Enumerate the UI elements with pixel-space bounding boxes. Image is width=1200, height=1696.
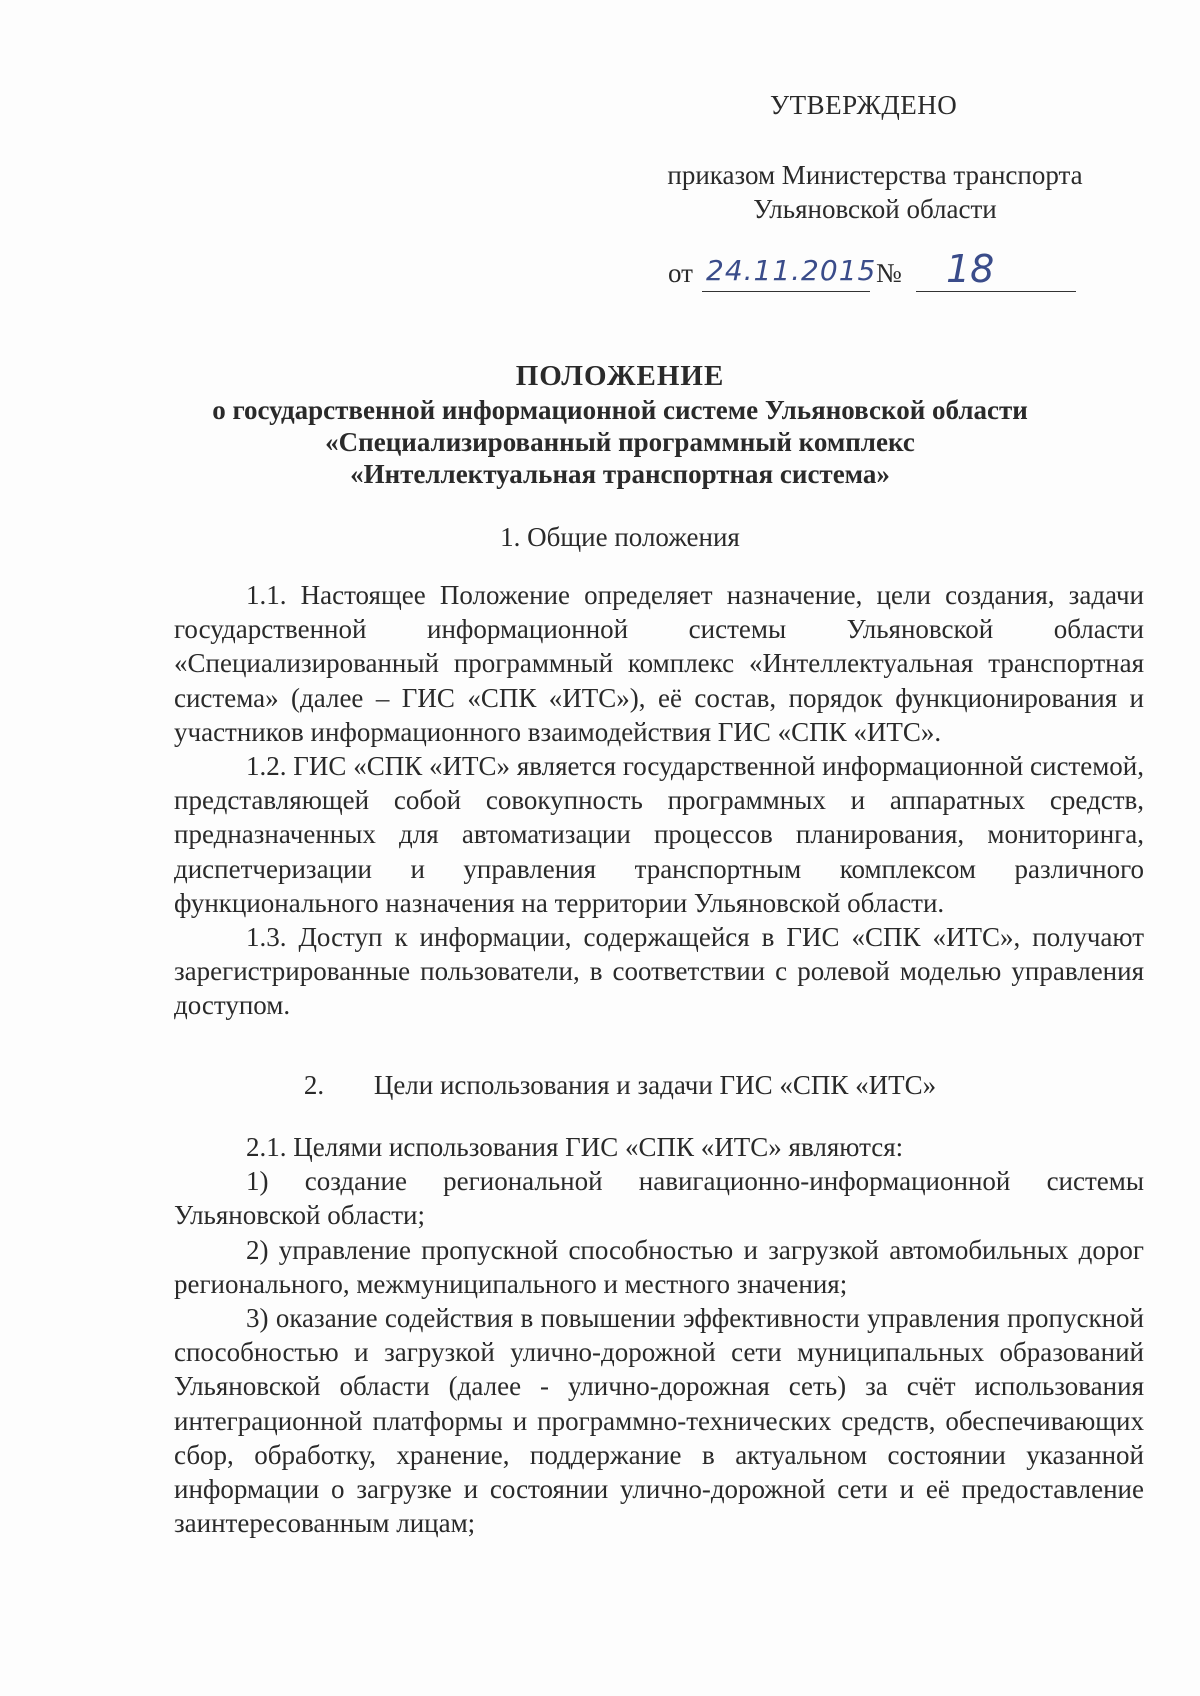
order-date-number-line	[668, 247, 1088, 294]
approved-stamp-text: УТВЕРЖДЕНО	[770, 90, 958, 120]
list-item-2: 2) управление пропускной способностью и загрузкой автомобильных дорог регионального, межмуниципального и местного значения;	[174, 1234, 1144, 1299]
date-prefix: от	[668, 258, 693, 288]
number-field	[916, 247, 1076, 292]
section-2-heading	[150, 1070, 1090, 1101]
paragraph-1-2: 1.2. ГИС «СПК «ИТС» является государственной информационной системой, представляющей собой совокупность программных и аппаратных средств, предназначенных для автоматизации процессов планирования, мониторинга, диспетчеризации и управления транспортным комплексом различного функционального назначения на территории Ульяновской области.	[174, 751, 1144, 918]
section-1-body	[174, 578, 1144, 1023]
order-line-2: Ульяновской области	[753, 194, 997, 224]
list-item-1: 1) создание региональной навигационно-информационной системы Ульяновской области;	[174, 1166, 1144, 1231]
section-2-title: Цели использования и задачи ГИС «СПК «ИТС»	[373, 1070, 937, 1100]
order-reference	[640, 158, 1110, 226]
document-title	[150, 358, 1090, 490]
title-line-2: «Специализированный программный комплекс	[325, 427, 915, 457]
title-line-3: «Интеллектуальная транспортная система»	[350, 459, 890, 489]
order-line-1: приказом Министерства транспорта	[667, 160, 1083, 190]
list-item-3: 3) оказание содействия в повышении эффективности управления пропускной способностью и загрузкой улично-дорожной сети муниципальных образований Ульяновской области (далее - улично-дорожная сеть) за счёт использования интеграционной платформы и программно-технических средств, обеспечивающих сбор, обработку, хранение, поддержание в актуальном состоянии указанной информации о загрузке и состоянии улично-дорожной сети и её предоставление заинтересованным лицам;	[174, 1303, 1144, 1539]
section-2-number: 2.	[303, 1070, 325, 1100]
section-1-heading: 1. Общие положения	[500, 522, 740, 552]
paragraph-2-1: 2.1. Целями использования ГИС «СПК «ИТС» являются:	[246, 1132, 904, 1162]
handwritten-number: 18	[946, 247, 995, 291]
title-line-1: о государственной информационной системе Ульяновской области	[212, 395, 1028, 425]
handwritten-date: 24.11.2015	[706, 254, 877, 287]
title-main: ПОЛОЖЕНИЕ	[515, 360, 725, 392]
number-prefix: №	[876, 258, 902, 288]
paragraph-1-1: 1.1. Настоящее Положение определяет назначение, цели создания, задачи государственной информационной системы Ульяновской области «Специализированный программный комплекс «Интеллектуальная транспортная система» (далее – ГИС «СПК «ИТС»), её состав, порядок функционирования и участников информационного взаимодействия ГИС «СПК «ИТС».	[174, 580, 1144, 747]
date-field	[702, 253, 877, 292]
paragraph-1-3: 1.3. Доступ к информации, содержащейся в ГИС «СПК «ИТС», получают зарегистрированные пользователи, в соответствии с ролевой моделью управления доступом.	[174, 922, 1144, 1021]
section-2-body	[174, 1130, 1144, 1540]
